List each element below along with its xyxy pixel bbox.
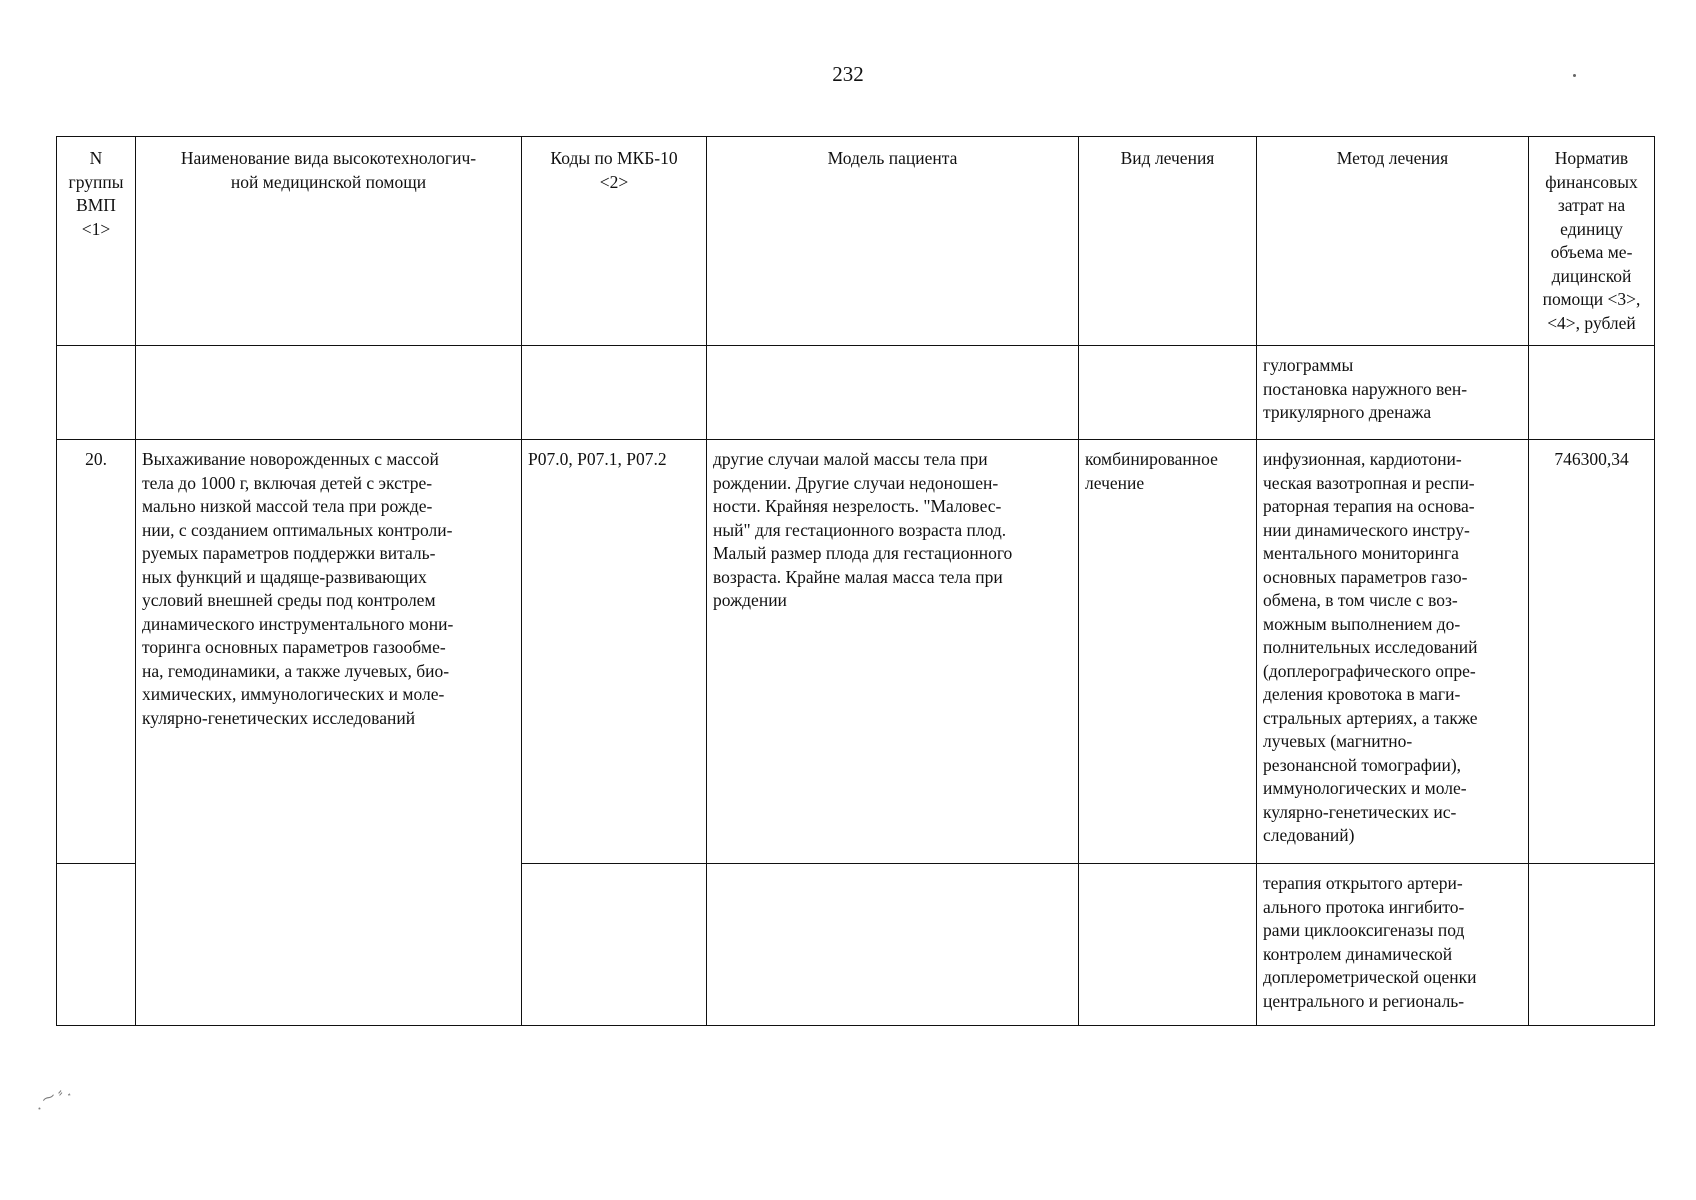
cell-icd10-codes: Р07.0, Р07.1, Р07.2 bbox=[522, 440, 707, 864]
header-row bbox=[57, 137, 1655, 346]
page-number: 232 bbox=[832, 62, 864, 86]
cell-treatment-method: терапия открытого артери- ального протока ингибито- рами циклооксигеназы под контролем динамической доплерометрической оценки центрального и региональ- bbox=[1257, 864, 1529, 1026]
cell-patient-model: другие случаи малой массы тела при рождении. Другие случаи недоношен- ности. Крайняя незрелость. "Маловес- ный" для гестационного возраста плод. Малый размер плода для гестационного возраста. Крайне малая масса тела при рождении bbox=[707, 440, 1079, 864]
cell-cost-standard: 746300,34 bbox=[1529, 440, 1655, 864]
scan-speck bbox=[1573, 74, 1576, 77]
header-cost-standard: Норматив финансовых затрат на единицу объема ме- дицинской помощи <3>, <4>, рублей bbox=[1529, 137, 1655, 346]
scan-marks: ⸼ ⁓ ⸗ ⸼ bbox=[33, 1082, 72, 1111]
cell-empty bbox=[707, 864, 1079, 1026]
header-patient-model: Модель пациента bbox=[707, 137, 1079, 346]
cell-empty bbox=[1529, 346, 1655, 440]
cell-empty bbox=[57, 864, 136, 1026]
table-row bbox=[57, 346, 1655, 440]
header-treatment-method: Метод лечения bbox=[1257, 137, 1529, 346]
header-group-number: N группы ВМП <1> bbox=[57, 137, 136, 346]
cell-empty bbox=[1079, 864, 1257, 1026]
table-row bbox=[57, 440, 1655, 864]
cell-empty bbox=[522, 346, 707, 440]
cell-treatment-type: комбинированное лечение bbox=[1079, 440, 1257, 864]
cell-empty bbox=[57, 346, 136, 440]
header-treatment-type: Вид лечения bbox=[1079, 137, 1257, 346]
header-care-type-name: Наименование вида высокотехнологич- ной медицинской помощи bbox=[136, 137, 522, 346]
cell-treatment-method: гулограммы постановка наружного вен- трикулярного дренажа bbox=[1257, 346, 1529, 440]
vmp-table bbox=[56, 136, 1655, 1026]
cell-treatment-method: инфузионная, кардиотони- ческая вазотропная и респи- раторная терапия на основа- нии динамического инстру- ментального мониторинга основных параметров газо- обмена, в том числе с воз- можным выполнением до- полнительных исследований (доплерографического опре- деления кровотока в маги- стральных артериях, а также лучевых (магнитно- резонансной томографии), иммунологических и моле- кулярно-генетических ис- следований) bbox=[1257, 440, 1529, 864]
cell-empty bbox=[136, 346, 522, 440]
header-icd10-codes: Коды по МКБ-10 <2> bbox=[522, 137, 707, 346]
cell-empty bbox=[1529, 864, 1655, 1026]
cell-empty bbox=[707, 346, 1079, 440]
cell-group-number: 20. bbox=[57, 440, 136, 864]
cell-care-type-name: Выхаживание новорожденных с массой тела до 1000 г, включая детей с экстре- мально низкой массой тела при рожде- нии, с созданием оптимальных контроли- руемых параметров поддержки виталь- ных функций и щадяще-развивающих условий внешней среды под контролем динамического инструментального мони- торинга основных параметров газообме- на, гемодинамики, а также лучевых, био- химических, иммунологических и моле- кулярно-генетических исследований bbox=[136, 440, 522, 1026]
cell-empty bbox=[522, 864, 707, 1026]
cell-empty bbox=[1079, 346, 1257, 440]
